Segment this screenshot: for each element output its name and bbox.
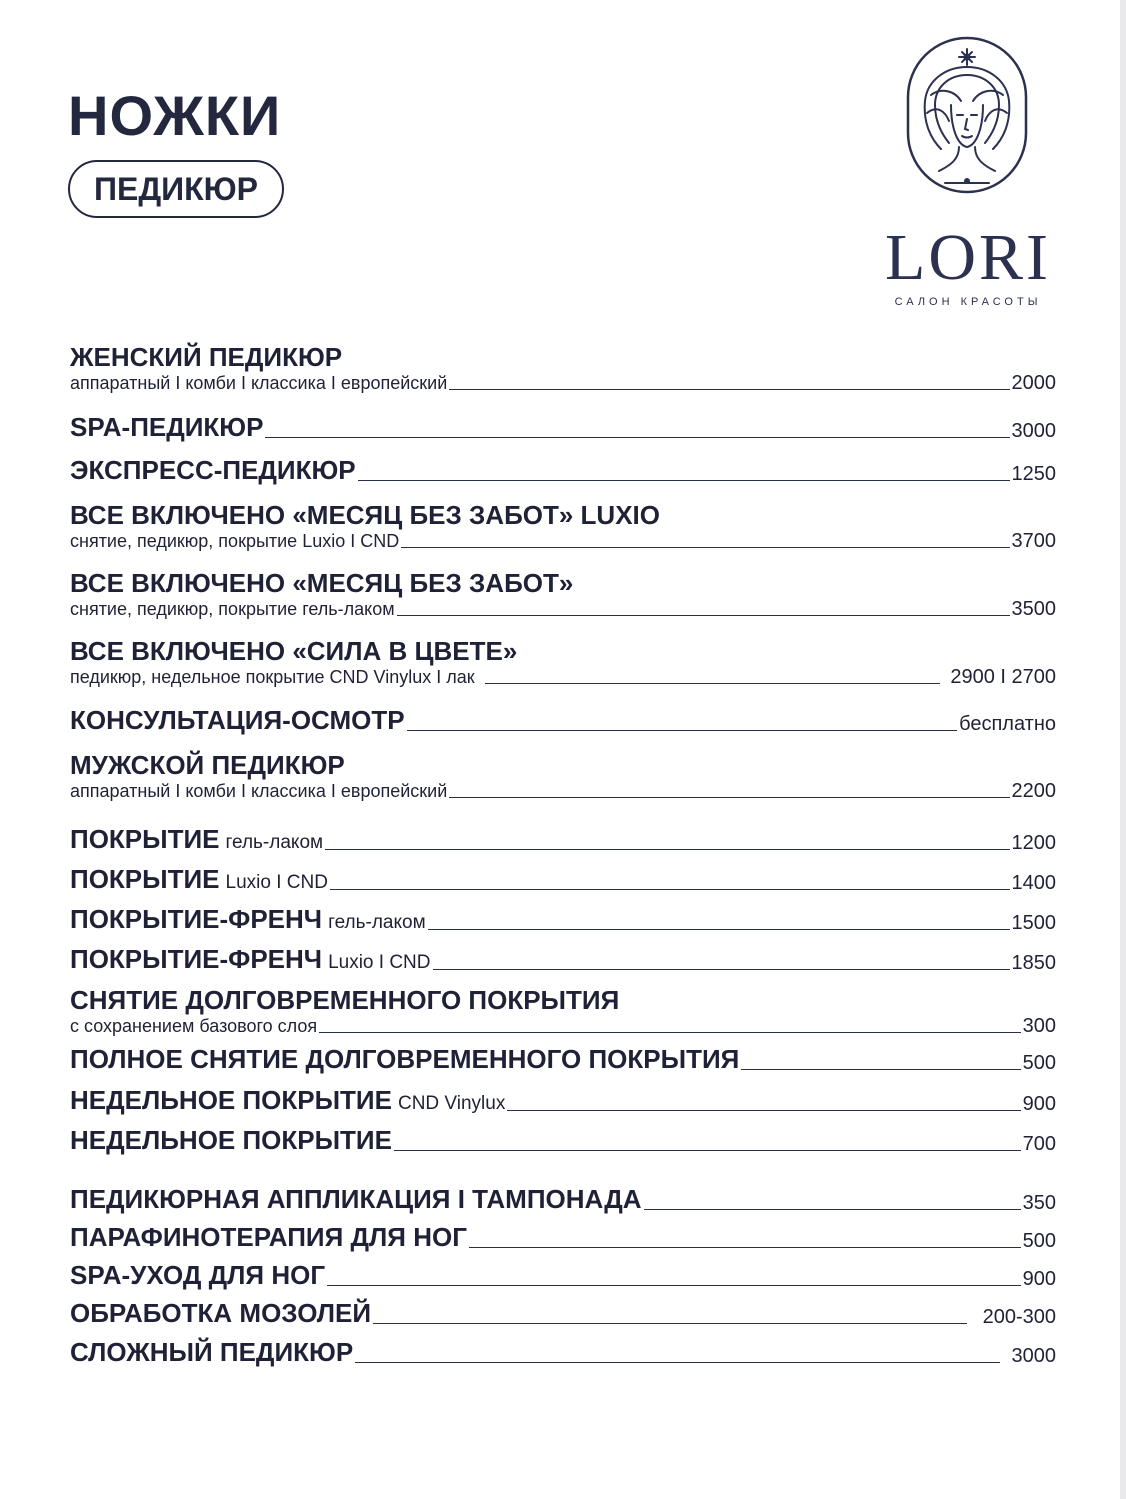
item-price: 3500 bbox=[1011, 598, 1056, 620]
item-price: 900 bbox=[1022, 1093, 1056, 1115]
item-note: гель-лаком bbox=[225, 832, 324, 853]
page-title: НОЖКИ bbox=[68, 84, 282, 147]
price-item bbox=[70, 1184, 1056, 1214]
dotted-leader bbox=[428, 929, 1010, 930]
item-name: ПОКРЫТИЕ bbox=[70, 824, 220, 854]
price-item bbox=[70, 1222, 1056, 1252]
item-price: 500 bbox=[1022, 1230, 1056, 1252]
price-item bbox=[70, 1085, 1056, 1115]
item-name: ЭКСПРЕСС-ПЕДИКЮР bbox=[70, 455, 356, 485]
dotted-leader bbox=[319, 1032, 1020, 1033]
dotted-leader bbox=[449, 797, 1009, 798]
item-name: КОНСУЛЬТАЦИЯ-ОСМОТР bbox=[70, 705, 405, 735]
dotted-leader bbox=[265, 437, 1009, 438]
dotted-leader bbox=[373, 1323, 967, 1324]
item-name: НЕДЕЛЬНОЕ ПОКРЫТИЕ bbox=[70, 1085, 392, 1115]
item-name: ПОКРЫТИЕ-ФРЕНЧ bbox=[70, 944, 323, 974]
dotted-leader bbox=[407, 730, 958, 731]
item-note: Luxio I CND bbox=[225, 872, 328, 893]
dotted-leader bbox=[741, 1069, 1020, 1070]
item-name: ВСЕ ВКЛЮЧЕНО «МЕСЯЦ БЕЗ ЗАБОТ» LUXIO bbox=[70, 500, 660, 530]
price-item bbox=[70, 500, 1056, 552]
item-price: 1850 bbox=[1011, 952, 1056, 974]
item-price: 1200 bbox=[1011, 832, 1056, 854]
page-edge bbox=[1120, 0, 1126, 1499]
item-price: 500 bbox=[1022, 1052, 1056, 1074]
dotted-leader bbox=[644, 1209, 1021, 1210]
item-name: SPA-УХОД ДЛЯ НОГ bbox=[70, 1260, 326, 1290]
dotted-leader bbox=[394, 1150, 1021, 1151]
item-price: 3700 bbox=[1011, 530, 1056, 552]
dotted-leader bbox=[469, 1247, 1021, 1248]
item-name: ЖЕНСКИЙ ПЕДИКЮР bbox=[70, 342, 343, 372]
item-name: ВСЕ ВКЛЮЧЕНО «СИЛА В ЦВЕТЕ» bbox=[70, 636, 518, 666]
price-item bbox=[70, 824, 1056, 854]
item-name: ПОЛНОЕ СНЯТИЕ ДОЛГОВРЕМЕННОГО ПОКРЫТИЯ bbox=[70, 1044, 740, 1074]
item-name: НЕДЕЛЬНОЕ ПОКРЫТИЕ bbox=[70, 1125, 392, 1155]
price-item bbox=[70, 705, 1056, 735]
dotted-leader bbox=[449, 389, 1009, 390]
price-item bbox=[70, 1260, 1056, 1290]
price-item bbox=[70, 342, 1056, 394]
price-item bbox=[70, 985, 1056, 1037]
item-price: 3000 bbox=[1011, 420, 1056, 442]
item-price: 3000 bbox=[1011, 1345, 1056, 1367]
price-item bbox=[70, 455, 1056, 485]
brand-tagline: САЛОН КРАСОТЫ bbox=[894, 296, 1042, 308]
price-item bbox=[70, 1298, 1056, 1328]
item-name: ОБРАБОТКА МОЗОЛЕЙ bbox=[70, 1298, 372, 1328]
item-name: ВСЕ ВКЛЮЧЕНО «МЕСЯЦ БЕЗ ЗАБОТ» bbox=[70, 568, 574, 598]
dotted-leader bbox=[330, 889, 1010, 890]
item-detail: снятие, педикюр, покрытие гель-лаком bbox=[70, 599, 395, 619]
item-price: 2900 I 2700 bbox=[950, 666, 1056, 688]
dotted-leader bbox=[507, 1110, 1020, 1111]
price-item bbox=[70, 412, 1056, 442]
price-item bbox=[70, 1044, 1056, 1074]
item-detail: аппаратный I комби I классика I европейский bbox=[70, 373, 448, 393]
dotted-leader bbox=[401, 547, 1009, 548]
item-price: 900 bbox=[1022, 1268, 1056, 1290]
item-name: SPA-ПЕДИКЮР bbox=[70, 412, 264, 442]
price-item bbox=[70, 636, 1056, 688]
item-note: Luxio I CND bbox=[328, 952, 431, 973]
item-name: ПАРАФИНОТЕРАПИЯ ДЛЯ НОГ bbox=[70, 1222, 467, 1252]
price-item bbox=[70, 944, 1056, 974]
price-item bbox=[70, 904, 1056, 934]
item-price: 2200 bbox=[1011, 780, 1056, 802]
dotted-leader bbox=[397, 615, 1010, 616]
item-price: 1400 bbox=[1011, 872, 1056, 894]
woman-face-emblem-icon bbox=[905, 35, 1029, 195]
dotted-leader bbox=[327, 1285, 1021, 1286]
item-price: 300 bbox=[1022, 1015, 1056, 1037]
item-price: 2000 bbox=[1011, 372, 1056, 394]
item-name: СНЯТИЕ ДОЛГОВРЕМЕННОГО ПОКРЫТИЯ bbox=[70, 985, 620, 1015]
item-name: ПЕДИКЮРНАЯ АППЛИКАЦИЯ I ТАМПОНАДА bbox=[70, 1184, 642, 1214]
item-name: СЛОЖНЫЙ ПЕДИКЮР bbox=[70, 1337, 354, 1367]
item-price: 350 bbox=[1022, 1192, 1056, 1214]
item-note: гель-лаком bbox=[328, 912, 426, 933]
dotted-leader bbox=[358, 480, 1010, 481]
price-item bbox=[70, 864, 1056, 894]
item-note: CND Vinylux bbox=[397, 1093, 506, 1114]
dotted-leader bbox=[325, 849, 1009, 850]
dotted-leader bbox=[485, 683, 941, 684]
item-name: ПОКРЫТИЕ-ФРЕНЧ bbox=[70, 904, 323, 934]
item-price: 200-300 bbox=[982, 1306, 1056, 1328]
item-price: бесплатно bbox=[959, 713, 1056, 735]
item-detail: снятие, педикюр, покрытие Luxio I CND bbox=[70, 531, 400, 551]
price-item bbox=[70, 1337, 1056, 1367]
dotted-leader bbox=[355, 1362, 999, 1363]
item-detail: педикюр, недельное покрытие CND Vinylux I лак bbox=[70, 667, 475, 687]
item-detail: аппаратный I комби I классика I европейский bbox=[70, 781, 448, 801]
price-item bbox=[70, 568, 1056, 620]
dotted-leader bbox=[433, 969, 1010, 970]
item-name: ПОКРЫТИЕ bbox=[70, 864, 220, 894]
item-price: 1500 bbox=[1011, 912, 1056, 934]
price-item bbox=[70, 1125, 1056, 1155]
section-badge: ПЕДИКЮР bbox=[68, 160, 284, 218]
item-name: МУЖСКОЙ ПЕДИКЮР bbox=[70, 750, 345, 780]
item-detail: с сохранением базового слоя bbox=[70, 1016, 318, 1036]
item-price: 700 bbox=[1022, 1133, 1056, 1155]
item-price: 1250 bbox=[1011, 463, 1056, 485]
price-item bbox=[70, 750, 1056, 802]
brand-name: LORI bbox=[885, 221, 1051, 294]
